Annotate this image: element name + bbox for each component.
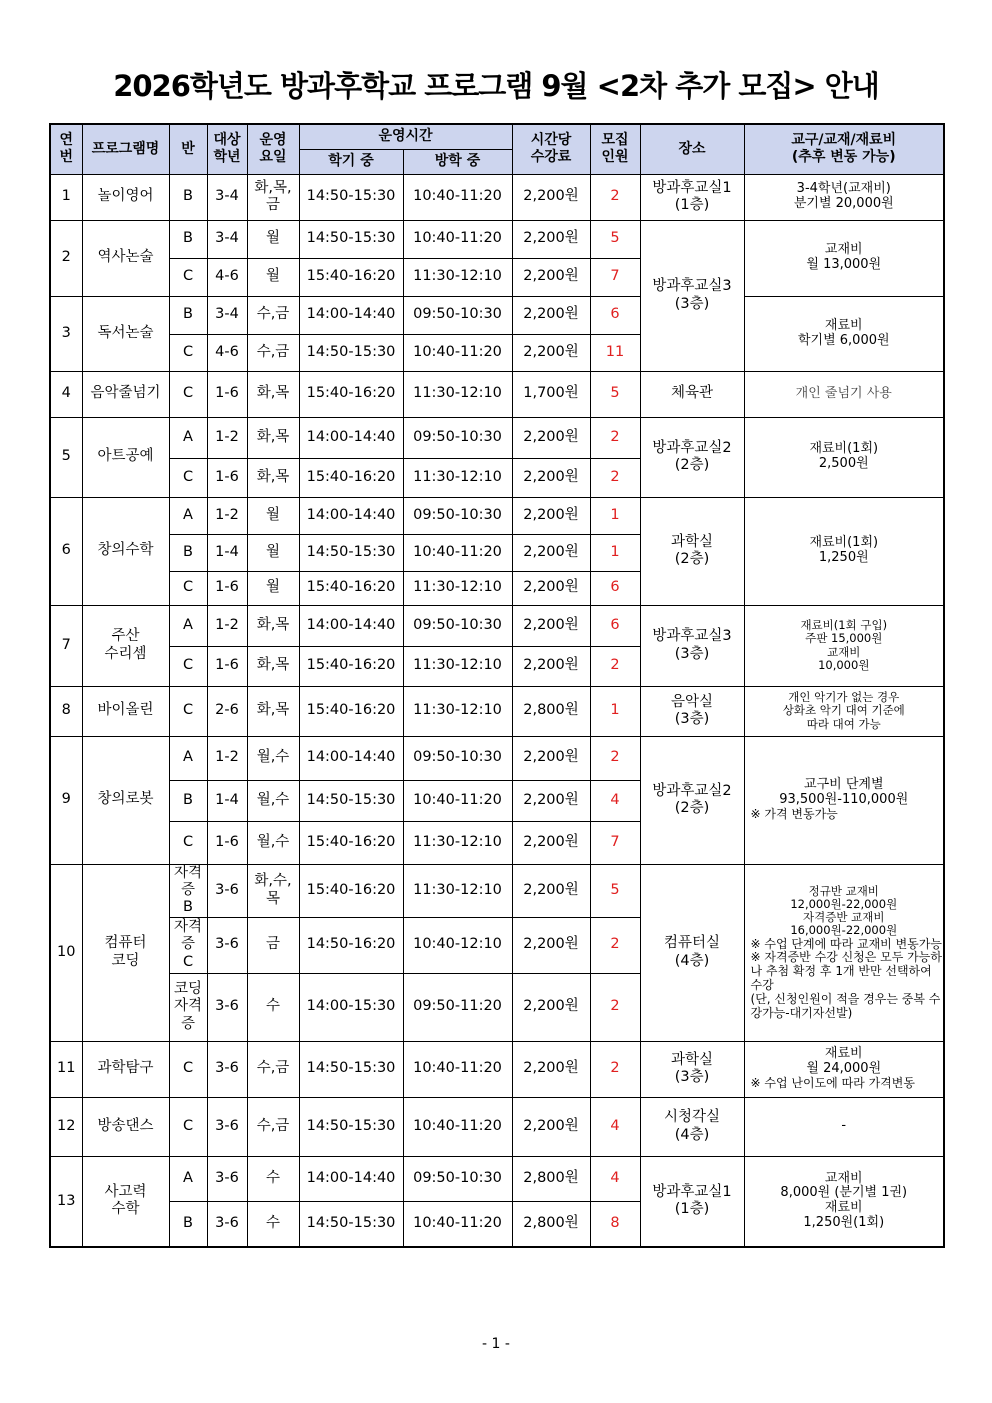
vacation-time-cell: 11:30-12:10 (403, 646, 512, 686)
semester-time-cell: 14:50-15:30 (299, 534, 403, 571)
vacation-time-cell: 11:30-12:10 (403, 371, 512, 417)
materials-cell (744, 417, 944, 497)
materials-text: 재료비 학기별 6,000원 (797, 317, 890, 348)
vacation-time-cell: 11:30-12:10 (403, 571, 512, 605)
vacation-time-cell: 09:50-10:30 (403, 605, 512, 646)
program-number: 3 (50, 296, 82, 371)
place-cell: 방과후교실3 (3층) (640, 220, 744, 371)
table-row (50, 605, 944, 646)
header-fee: 시간당 수강료 (512, 124, 590, 174)
grade-cell: 1-6 (207, 371, 247, 417)
semester-time-cell: 15:40-16:20 (299, 864, 403, 917)
days-cell: 금 (247, 917, 299, 973)
days-cell: 수,금 (247, 334, 299, 371)
semester-time-cell: 14:00-14:40 (299, 1156, 403, 1201)
class-cell: C (169, 458, 207, 497)
place-cell: 음악실 (3층) (640, 686, 744, 736)
semester-time-cell: 14:00-14:40 (299, 497, 403, 534)
fee-cell: 2,200원 (512, 917, 590, 973)
program-number: 11 (50, 1041, 82, 1097)
place-cell: 방과후교실3 (3층) (640, 605, 744, 686)
recruit-count-cell: 1 (590, 686, 640, 736)
grade-cell: 1-2 (207, 605, 247, 646)
semester-time-cell: 14:50-15:30 (299, 1097, 403, 1156)
program-number: 2 (50, 220, 82, 296)
class-cell: A (169, 1156, 207, 1201)
fee-cell: 2,200원 (512, 534, 590, 571)
days-cell: 수,금 (247, 1097, 299, 1156)
recruit-count-cell: 6 (590, 605, 640, 646)
table-row (50, 686, 944, 736)
program-number: 9 (50, 736, 82, 864)
table-row (50, 417, 944, 458)
place-cell: 시청각실 (4층) (640, 1097, 744, 1156)
recruit-count-cell: 8 (590, 1201, 640, 1247)
days-cell: 월,수 (247, 736, 299, 780)
materials-text: 교재비 월 13,000원 (806, 242, 882, 272)
header-time-semester: 학기 중 (299, 149, 403, 174)
days-cell: 화,목,금 (247, 174, 299, 220)
days-cell: 월,수 (247, 780, 299, 821)
program-name: 아트공예 (82, 417, 169, 497)
program-name: 창의수학 (82, 497, 169, 605)
fee-cell: 2,200원 (512, 497, 590, 534)
semester-time-cell: 15:40-16:20 (299, 821, 403, 864)
grade-cell: 3-6 (207, 1201, 247, 1247)
header-days: 운영 요일 (247, 124, 299, 174)
vacation-time-cell: 09:50-10:30 (403, 417, 512, 458)
table-row (50, 864, 944, 917)
days-cell: 월 (247, 571, 299, 605)
semester-time-cell: 15:40-16:20 (299, 371, 403, 417)
header-time-vacation: 방학 중 (403, 149, 512, 174)
semester-time-cell: 14:50-15:30 (299, 334, 403, 371)
materials-cell (744, 497, 944, 605)
fee-cell: 2,200원 (512, 1097, 590, 1156)
recruit-count-cell: 5 (590, 371, 640, 417)
vacation-time-cell: 10:40-11:20 (403, 334, 512, 371)
recruit-count-cell: 2 (590, 458, 640, 497)
class-cell: B (169, 780, 207, 821)
materials-text: 교재비 8,000원 (분기별 1권) 재료비 1,250원(1회) (780, 1170, 908, 1231)
vacation-time-cell: 10:40-11:20 (403, 534, 512, 571)
days-cell: 월 (247, 220, 299, 258)
recruit-count-cell: 2 (590, 736, 640, 780)
semester-time-cell: 14:00-14:40 (299, 417, 403, 458)
recruit-count-cell: 6 (590, 571, 640, 605)
days-cell: 수,금 (247, 1041, 299, 1097)
grade-cell: 4-6 (207, 258, 247, 296)
place-cell: 방과후교실1 (1층) (640, 174, 744, 220)
materials-text: 개인 줄넘기 사용 (795, 385, 892, 401)
days-cell: 화,목 (247, 686, 299, 736)
days-cell: 월 (247, 497, 299, 534)
class-cell: C (169, 821, 207, 864)
grade-cell: 2-6 (207, 686, 247, 736)
recruit-count-cell: 2 (590, 973, 640, 1041)
grade-cell: 1-2 (207, 417, 247, 458)
materials-text: 재료비(1회) 1,250원 (809, 535, 879, 565)
program-name: 역사논술 (82, 220, 169, 296)
semester-time-cell: 14:50-15:30 (299, 174, 403, 220)
table-row (50, 371, 944, 417)
program-number: 10 (50, 864, 82, 1041)
header-time: 운영시간 (299, 124, 512, 149)
grade-cell: 1-6 (207, 458, 247, 497)
class-cell: C (169, 1097, 207, 1156)
fee-cell: 2,200원 (512, 174, 590, 220)
fee-cell: 2,200원 (512, 571, 590, 605)
fee-cell: 2,200원 (512, 973, 590, 1041)
program-number: 6 (50, 497, 82, 605)
recruit-count-cell: 5 (590, 220, 640, 258)
place-cell: 과학실 (2층) (640, 497, 744, 605)
materials-cell (744, 686, 944, 736)
vacation-time-cell: 10:40-11:20 (403, 1097, 512, 1156)
table-header (50, 124, 944, 174)
grade-cell: 4-6 (207, 334, 247, 371)
vacation-time-cell: 11:30-12:10 (403, 864, 512, 917)
table-row (50, 174, 944, 220)
vacation-time-cell: 09:50-10:30 (403, 736, 512, 780)
semester-time-cell: 14:00-14:40 (299, 296, 403, 334)
materials-text: 3-4학년(교재비) 분기별 20,000원 (793, 181, 894, 211)
grade-cell: 1-6 (207, 821, 247, 864)
program-name: 바이올린 (82, 686, 169, 736)
recruit-count-cell: 5 (590, 864, 640, 917)
vacation-time-cell: 09:50-11:20 (403, 973, 512, 1041)
program-name: 주산 수리셈 (82, 605, 169, 686)
grade-cell: 3-4 (207, 174, 247, 220)
semester-time-cell: 14:50-15:30 (299, 1041, 403, 1097)
recruit-count-cell: 11 (590, 334, 640, 371)
grade-cell: 3-6 (207, 864, 247, 917)
recruit-count-cell: 1 (590, 534, 640, 571)
vacation-time-cell: 10:40-11:20 (403, 1041, 512, 1097)
class-cell: C (169, 334, 207, 371)
program-name: 과학탐구 (82, 1041, 169, 1097)
semester-time-cell: 14:00-14:40 (299, 736, 403, 780)
class-cell: B (169, 534, 207, 571)
program-name: 사고력 수학 (82, 1156, 169, 1247)
semester-time-cell: 14:50-15:30 (299, 780, 403, 821)
class-cell: C (169, 258, 207, 296)
semester-time-cell: 14:50-15:30 (299, 220, 403, 258)
vacation-time-cell: 10:40-11:20 (403, 780, 512, 821)
class-cell: B (169, 174, 207, 220)
program-schedule-table (49, 123, 945, 1248)
fee-cell: 2,800원 (512, 1201, 590, 1247)
recruit-count-cell: 7 (590, 821, 640, 864)
grade-cell: 3-4 (207, 220, 247, 258)
fee-cell: 2,200원 (512, 780, 590, 821)
vacation-time-cell: 11:30-12:10 (403, 686, 512, 736)
class-cell: C (169, 371, 207, 417)
header-materials: 교구/교재/재료비 (추후 변동 가능) (744, 124, 944, 174)
materials-cell (744, 1041, 944, 1097)
class-cell: B (169, 1201, 207, 1247)
vacation-time-cell: 11:30-12:10 (403, 821, 512, 864)
fee-cell: 2,200원 (512, 646, 590, 686)
program-name: 놀이영어 (82, 174, 169, 220)
class-cell: A (169, 417, 207, 458)
days-cell: 수 (247, 973, 299, 1041)
fee-cell: 2,200원 (512, 417, 590, 458)
materials-cell (744, 736, 944, 864)
fee-cell: 2,200원 (512, 258, 590, 296)
semester-time-cell: 15:40-16:20 (299, 258, 403, 296)
place-cell: 방과후교실1 (1층) (640, 1156, 744, 1247)
days-cell: 화,목 (247, 417, 299, 458)
grade-cell: 3-6 (207, 1156, 247, 1201)
days-cell: 수,금 (247, 296, 299, 334)
vacation-time-cell: 11:30-12:10 (403, 458, 512, 497)
fee-cell: 2,800원 (512, 1156, 590, 1201)
days-cell: 화,수,목 (247, 864, 299, 917)
grade-cell: 1-2 (207, 497, 247, 534)
class-cell: 자격증 C (169, 917, 207, 973)
class-cell: A (169, 736, 207, 780)
grade-cell: 1-6 (207, 571, 247, 605)
materials-text: 재료비(1회) 2,500원 (809, 441, 879, 471)
recruit-count-cell: 1 (590, 497, 640, 534)
semester-time-cell: 15:40-16:20 (299, 686, 403, 736)
semester-time-cell: 15:40-16:20 (299, 646, 403, 686)
grade-cell: 1-4 (207, 780, 247, 821)
vacation-time-cell: 10:40-11:20 (403, 1201, 512, 1247)
program-name: 컴퓨터 코딩 (82, 864, 169, 1041)
vacation-time-cell: 10:40-11:20 (403, 174, 512, 220)
materials-note: ※ 수업 난이도에 따라 가격변동 (750, 1076, 915, 1091)
recruit-count-cell: 2 (590, 174, 640, 220)
table-row (50, 220, 944, 258)
class-cell: B (169, 220, 207, 258)
materials-cell (744, 1097, 944, 1156)
table-row (50, 1097, 944, 1156)
semester-time-cell: 14:00-14:40 (299, 605, 403, 646)
table-row (50, 497, 944, 534)
grade-cell: 1-2 (207, 736, 247, 780)
grade-cell: 1-6 (207, 646, 247, 686)
header-place: 장소 (640, 124, 744, 174)
recruit-count-cell: 2 (590, 1041, 640, 1097)
materials-cell (744, 864, 944, 1041)
fee-cell: 2,200원 (512, 458, 590, 497)
program-name: 독서논술 (82, 296, 169, 371)
vacation-time-cell: 09:50-10:30 (403, 497, 512, 534)
place-cell: 방과후교실2 (2층) (640, 417, 744, 497)
class-cell: 자격증 B (169, 864, 207, 917)
materials-note: ※ 가격 변동가능 (750, 807, 838, 822)
program-number: 5 (50, 417, 82, 497)
materials-text: 교구비 단계별 93,500원-110,000원 (779, 777, 909, 808)
semester-time-cell: 14:00-15:30 (299, 973, 403, 1041)
grade-cell: 3-6 (207, 973, 247, 1041)
recruit-count-cell: 4 (590, 780, 640, 821)
class-cell: 코딩 자격증 (169, 973, 207, 1041)
vacation-time-cell: 09:50-10:30 (403, 1156, 512, 1201)
grade-cell: 3-6 (207, 917, 247, 973)
fee-cell: 2,200원 (512, 821, 590, 864)
program-number: 1 (50, 174, 82, 220)
semester-time-cell: 14:50-15:30 (299, 1201, 403, 1247)
table-body (50, 174, 944, 1247)
materials-text: 재료비 월 24,000원 (806, 1046, 882, 1077)
table-row (50, 1156, 944, 1201)
table-row (50, 736, 944, 780)
materials-cell (744, 220, 944, 296)
grade-cell: 1-4 (207, 534, 247, 571)
fee-cell: 2,200원 (512, 1041, 590, 1097)
class-cell: C (169, 686, 207, 736)
days-cell: 수 (247, 1156, 299, 1201)
vacation-time-cell: 10:40-11:20 (403, 220, 512, 258)
table-row (50, 296, 944, 334)
days-cell: 수 (247, 1201, 299, 1247)
header-program: 프로그램명 (82, 124, 169, 174)
program-number: 8 (50, 686, 82, 736)
fee-cell: 2,200원 (512, 864, 590, 917)
materials-text: 정규반 교재비 12,000원-22,000원 자격증반 교재비 16,000원-22,000원 (790, 883, 898, 938)
class-cell: C (169, 1041, 207, 1097)
grade-cell: 3-4 (207, 296, 247, 334)
recruit-count-cell: 4 (590, 1097, 640, 1156)
semester-time-cell: 15:40-16:20 (299, 571, 403, 605)
class-cell: A (169, 605, 207, 646)
class-cell: A (169, 497, 207, 534)
recruit-count-cell: 6 (590, 296, 640, 334)
grade-cell: 3-6 (207, 1097, 247, 1156)
class-cell: B (169, 296, 207, 334)
materials-text: 재료비(1회 구입) 주판 15,000원 교재비 10,000원 (800, 618, 888, 672)
recruit-count-cell: 2 (590, 646, 640, 686)
days-cell: 월,수 (247, 821, 299, 864)
program-number: 12 (50, 1097, 82, 1156)
program-number: 7 (50, 605, 82, 686)
materials-cell (744, 371, 944, 417)
program-name: 창의로봇 (82, 736, 169, 864)
fee-cell: 2,200원 (512, 296, 590, 334)
recruit-count-cell: 2 (590, 917, 640, 973)
grade-cell: 3-6 (207, 1041, 247, 1097)
place-cell: 과학실 (3층) (640, 1041, 744, 1097)
header-no: 연 번 (50, 124, 82, 174)
materials-cell (744, 605, 944, 686)
days-cell: 화,목 (247, 371, 299, 417)
page-number: - 1 - (482, 1336, 510, 1352)
materials-cell (744, 174, 944, 220)
recruit-count-cell: 4 (590, 1156, 640, 1201)
program-name: 방송댄스 (82, 1097, 169, 1156)
page-title: 2026학년도 방과후학교 프로그램 9월 <2차 추가 모집> 안내 (113, 69, 879, 103)
fee-cell: 2,200원 (512, 605, 590, 646)
semester-time-cell: 15:40-16:20 (299, 458, 403, 497)
recruit-count-cell: 7 (590, 258, 640, 296)
vacation-time-cell: 11:30-12:10 (403, 258, 512, 296)
fee-cell: 2,200원 (512, 736, 590, 780)
place-cell: 컴퓨터실 (4층) (640, 864, 744, 1041)
program-name: 음악줄넘기 (82, 371, 169, 417)
class-cell: C (169, 646, 207, 686)
materials-note: ※ 수업 단계에 따라 교재비 변동가능 ※ 자격증반 수강 신청은 모두 가능하나 추첨 확정 후 1개 반만 선택하여 수강 (단, 신청인원이 적을 경우는 중복 수강가능-대기자선발) (750, 936, 942, 1020)
vacation-time-cell: 09:50-10:30 (403, 296, 512, 334)
recruit-count-cell: 2 (590, 417, 640, 458)
materials-cell (744, 296, 944, 371)
header-class: 반 (169, 124, 207, 174)
materials-text: 개인 악기가 없는 경우 상화초 악기 대여 기준에 따라 대여 가능 (782, 690, 905, 731)
program-number: 13 (50, 1156, 82, 1247)
materials-cell (744, 1156, 944, 1247)
header-grade: 대상 학년 (207, 124, 247, 174)
days-cell: 화,목 (247, 605, 299, 646)
materials-text: - (841, 1118, 847, 1134)
days-cell: 월 (247, 534, 299, 571)
semester-time-cell: 14:50-16:20 (299, 917, 403, 973)
table-row (50, 1041, 944, 1097)
vacation-time-cell: 10:40-12:10 (403, 917, 512, 973)
header-recruit: 모집 인원 (590, 124, 640, 174)
place-cell: 방과후교실2 (2층) (640, 736, 744, 864)
fee-cell: 1,700원 (512, 371, 590, 417)
days-cell: 화,목 (247, 646, 299, 686)
place-cell: 체육관 (640, 371, 744, 417)
fee-cell: 2,200원 (512, 334, 590, 371)
class-cell: C (169, 571, 207, 605)
program-number: 4 (50, 371, 82, 417)
days-cell: 월 (247, 258, 299, 296)
fee-cell: 2,200원 (512, 220, 590, 258)
fee-cell: 2,800원 (512, 686, 590, 736)
days-cell: 화,목 (247, 458, 299, 497)
